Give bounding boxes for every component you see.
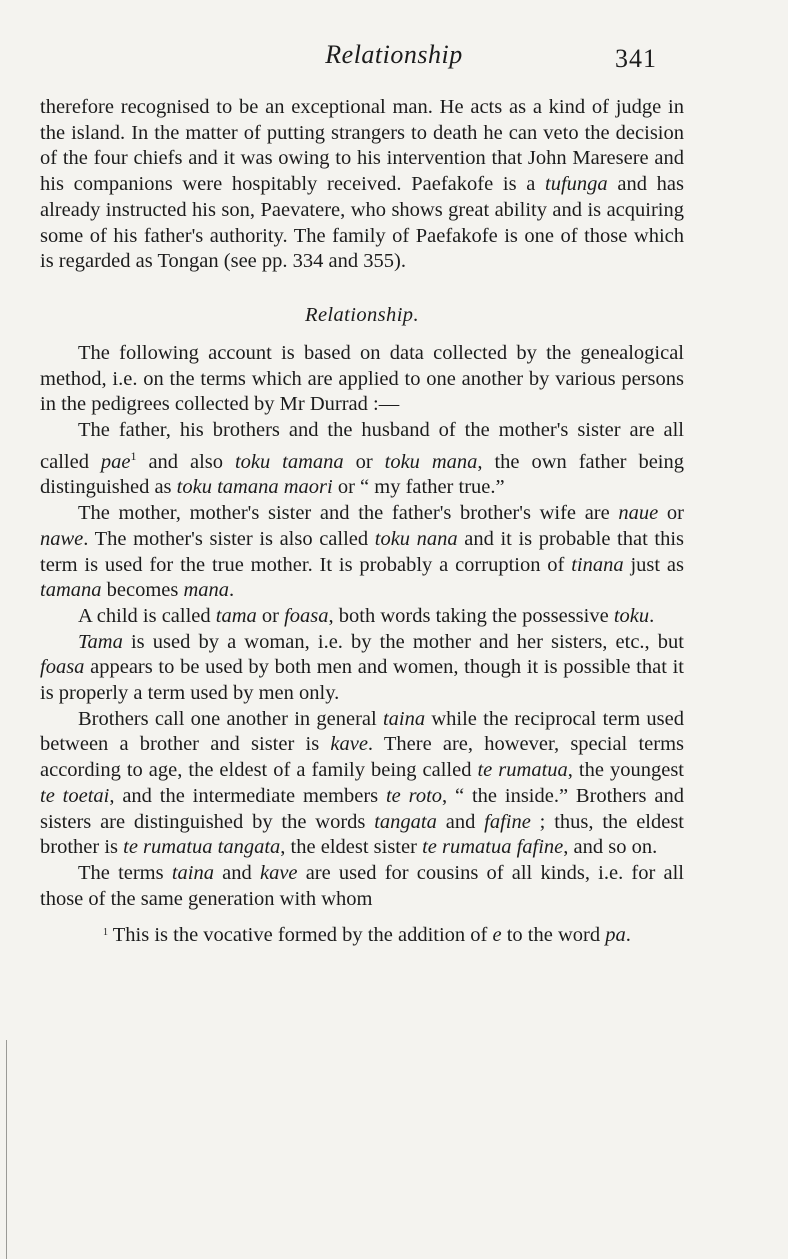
footnote: $^1$ This is the vocative formed by the addition of e to the word pa. — [103, 924, 631, 947]
paragraph-child-terms: A child is called tama or foasa, both words taking the possessive toku. — [78, 604, 655, 627]
body-text — [40, 95, 684, 949]
section-heading: Relationship. — [305, 303, 419, 326]
paragraph-sibling-terms: Brothers call one another in general taina while the reciprocal term used between a brother and sister is kave. There are, however, special terms according to age, the eldest of a family being called te rumatua, the youngest te toetai, and the intermediate members te roto, “ the inside.” Brothers and sisters are distinguished by the words tangata and fafine ; thus, the eldest brother is te rumatua tangata, the eldest sister te rumatua fafine, and so on. — [40, 707, 685, 859]
footnote-separator — [40, 912, 684, 920]
paragraph-continuation: therefore recognised to be an exceptional man. He acts as a kind of judge in the island. In the matter of putting strangers to death he can veto the decision of the four chiefs and it was owing to his intervention that John Maresere and his companions were hospitably received. Paefakofe is a tufunga and has already instructed his son, Paevatere, who shows great ability and is acquiring some of his father's authority. The family of Paefakofe is one of those which is regarded as Tongan (see pp. 334 and 355). — [40, 96, 684, 273]
page-number: 341 — [615, 44, 657, 73]
running-head-title: Relationship — [325, 40, 463, 69]
paragraph-tama-foasa: Tama is used by a woman, i.e. by the mother and her sisters, etc., but foasa appears to be used by both men and women, though it is possible that it is properly a term used by men only. — [40, 630, 684, 705]
paragraph-cousin-terms: The terms taina and kave are used for cousins of all kinds, i.e. for all those of the same generation with whom — [40, 861, 685, 910]
binding-edge-line — [6, 1040, 7, 1259]
paragraph-father-terms: The father, his brothers and the husband of the mother's sister are all called pae$^1$ and also toku tamana or toku mana, the own father being distinguished as toku tamana maori or “ my father true.” — [40, 419, 684, 499]
paragraph-genealogical-method: The following account is based on data collected by the genealogical method, i.e. on the terms which are applied to one another by various persons in the pedigrees collected by Mr Durrad :— — [40, 341, 684, 416]
footnote-marker: 1 — [103, 927, 108, 939]
footnote-reference: 1 — [130, 448, 137, 463]
running-head — [0, 40, 788, 80]
paragraph-mother-terms: The mother, mother's sister and the father's brother's wife are naue or nawe. The mother's sister is also called toku nana and it is probable that this term is used for the true mother. It is probably a corruption of tinana just as tamana becomes mana. — [40, 502, 684, 602]
